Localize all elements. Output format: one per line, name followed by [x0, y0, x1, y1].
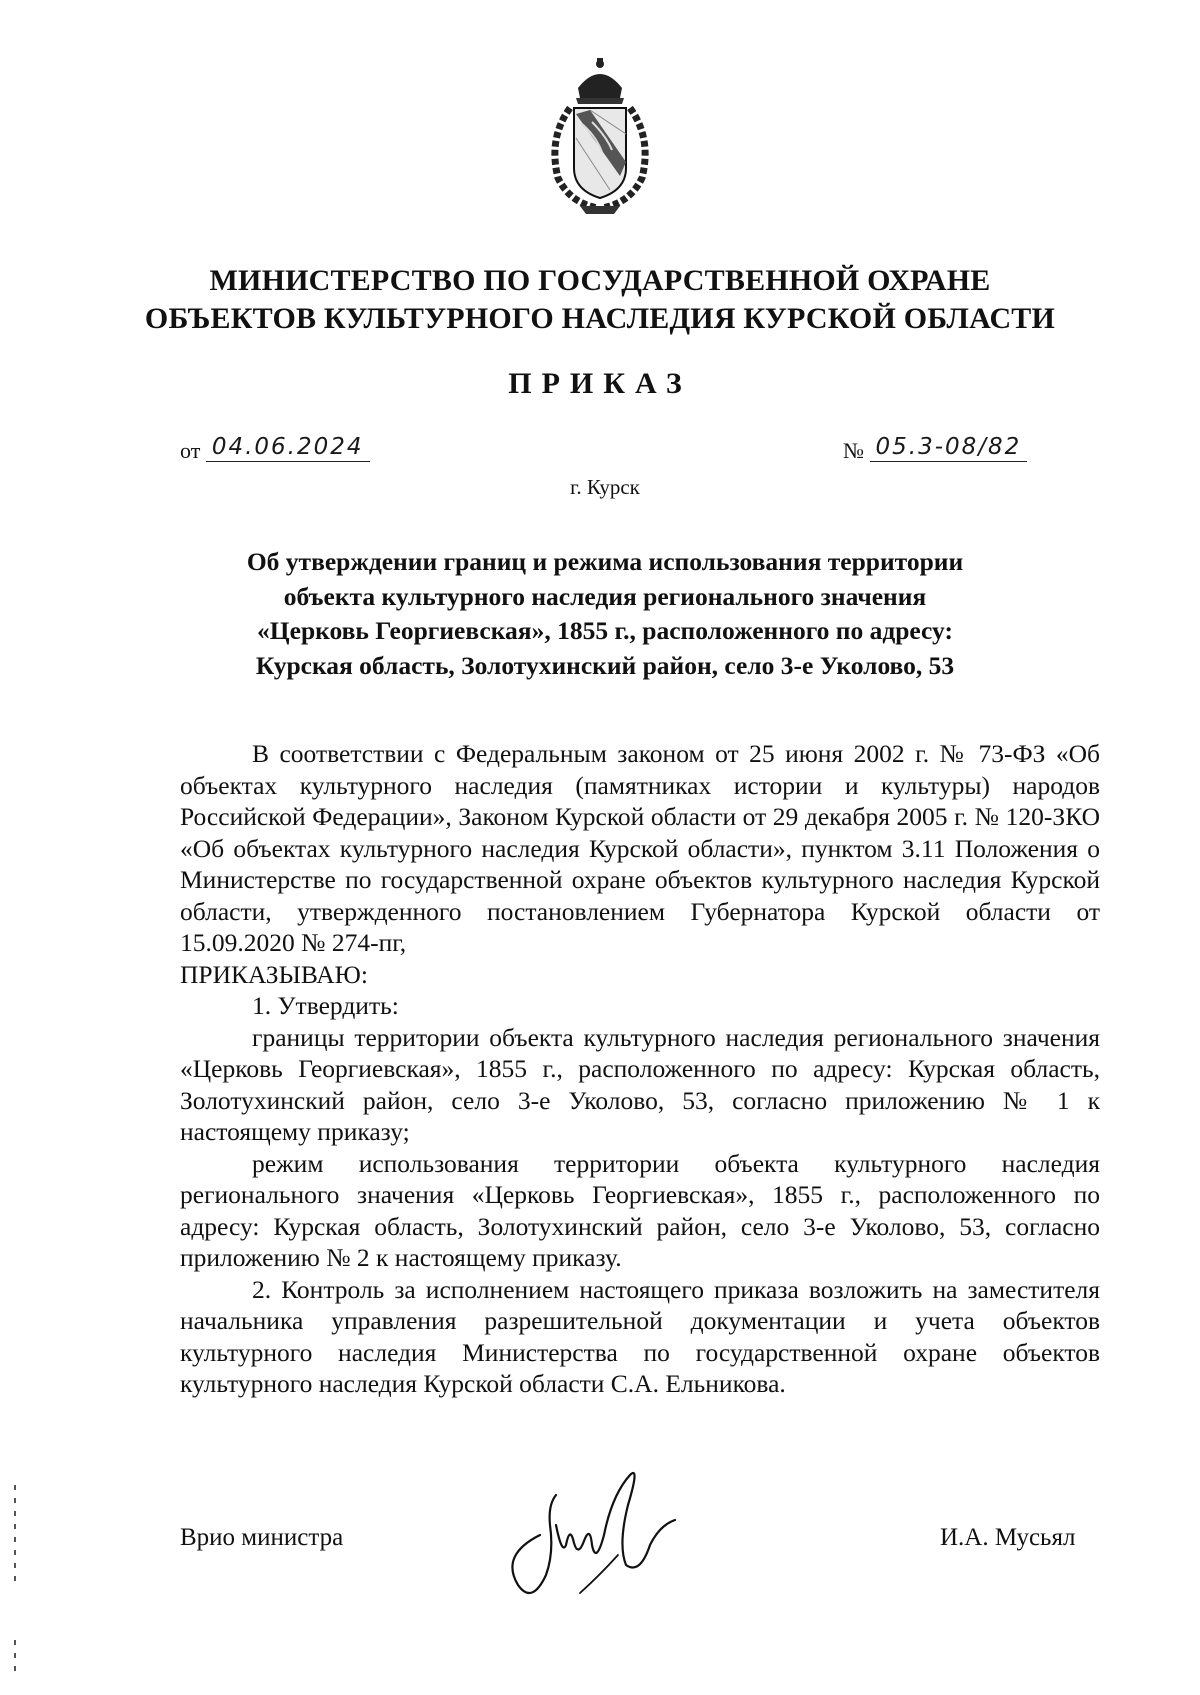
document-type-title: ПРИКАЗ [508, 367, 692, 400]
document-date: 04.06.2024 [206, 434, 370, 462]
subject-line: объекта культурного наследия регионального значения [283, 581, 927, 611]
document-subject [200, 545, 1010, 683]
number-label: № [843, 438, 864, 463]
scan-margin-marks [14, 1640, 18, 1679]
subject-line: «Церковь Георгиевская», 1855 г., расположенного по адресу: [257, 616, 953, 645]
order-word: ПРИКАЗЫВАЮ: [180, 959, 368, 989]
date-line [180, 434, 370, 466]
date-label: от [180, 438, 201, 463]
document-number: 05.3-08/82 [870, 434, 1028, 462]
handwritten-signature [500, 1465, 740, 1605]
subject-line: Об утверждении границ и режима использования территории [246, 547, 964, 576]
scan-margin-marks [14, 1485, 18, 1589]
document-body [180, 738, 1100, 1400]
item-1-boundaries: границы территории объекта культурного наследия регионального значения «Церковь Георгиевская», 1855 г., расположенного по адресу: Курская область, Золотухинский район, село 3-е Уколово, 53, согласно приложению № 1 к настоящему приказу; [180, 1022, 1100, 1146]
signatory-name: И.А. Мусьял [940, 1524, 1076, 1551]
item-2: 2. Контроль за исполнением настоящего приказа возложить на заместителя начальника управления разрешительной документации и учета объектов культурного наследия Министерства по государственной охране объектов культурного наследия Курской области С.А. Ельникова. [180, 1274, 1100, 1398]
item-1: 1. Утвердить: [252, 991, 399, 1020]
ministry-name-line2: ОБЪЕКТОВ КУЛЬТУРНОГО НАСЛЕДИЯ КУРСКОЙ ОБЛАСТИ [144, 302, 1056, 335]
city: г. Курск [570, 475, 640, 499]
ministry-name-line1: МИНИСТЕРСТВО ПО ГОСУДАРСТВЕННОЙ ОХРАНЕ [209, 264, 991, 297]
preamble-paragraph: В соответствии с Федеральным законом от 25 июня 2002 г. № 73-ФЗ «Об объектах культурного наследия (памятниках истории и культуры) народов Российской Федерации», Законом Курской области от 29 декабря 2005 г. № 120-ЗКО «Об объектах культурного наследия Курской области», пунктом 3.11 Положения о Министерстве по государственной охране объектов культурного наследия Курской области, утвержденного постановлением Губернатора Курской области от 15.09.2020 № 274-пг, [180, 739, 1100, 957]
item-1-regime: режим использования территории объекта культурного наследия регионального значения «Церковь Георгиевская», 1855 г., расположенного по адресу: Курская область, Золотухинский район, село 3-е Уколово, 53, согласно приложению № 2 к настоящему приказу. [180, 1148, 1100, 1272]
signatory-position: Врио министра [180, 1524, 344, 1551]
number-line [843, 434, 1027, 466]
kursk-coat-of-arms-icon [540, 58, 660, 218]
subject-line: Курская область, Золотухинский район, село 3-е Уколово, 53 [255, 650, 955, 680]
